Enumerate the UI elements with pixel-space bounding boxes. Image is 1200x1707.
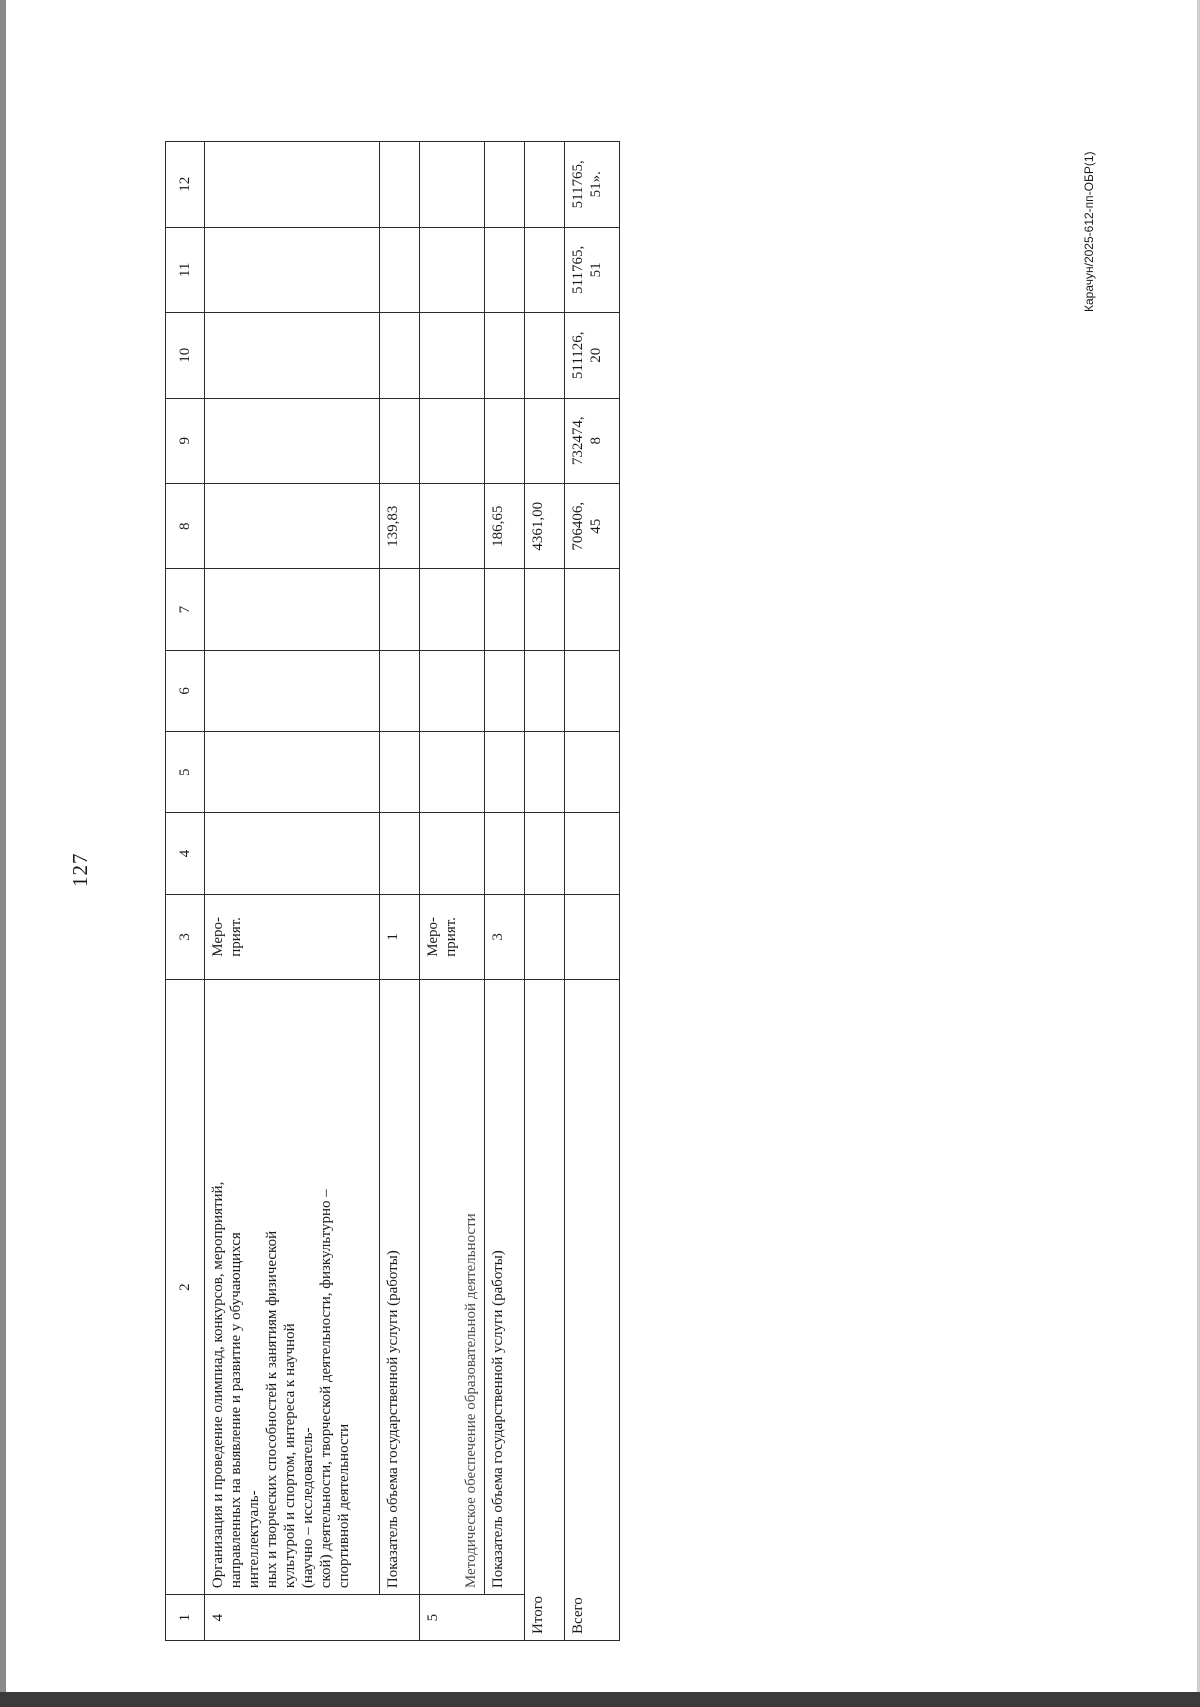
grand-total-value (565, 227, 620, 312)
row-name-line: ных и творческих способностей к занятиям физической (264, 1230, 280, 1589)
row-name-line: спортивной деятельности (336, 1423, 352, 1589)
header-cell: 1 (166, 1595, 205, 1641)
value-part: 8 (588, 437, 604, 445)
table-row-4 (205, 142, 380, 1641)
document-code: Карачун/2025-612-пп-ОБР(1) (1082, 151, 1096, 312)
budget-table (165, 141, 620, 1641)
value-part: 511126, (570, 331, 586, 380)
value-part: 51 (588, 262, 604, 278)
header-cell: 7 (166, 569, 205, 650)
header-cell: 12 (166, 142, 205, 228)
value-part: 511765, (570, 245, 586, 294)
row-name: Показатель объема государственной услуги (работы) (485, 980, 525, 1595)
value-cell: 186,65 (485, 484, 525, 569)
value-part: 732474, (570, 416, 586, 466)
table-row-4-indicator (380, 142, 420, 1641)
row-number: 5 (420, 1595, 525, 1641)
value-part: 20 (588, 347, 604, 363)
header-cell: 8 (166, 484, 205, 569)
row-name: Показатель объема государственной услуги (работы) (380, 980, 420, 1595)
row-name-line: направленных на выявление и развитие у обучающихся (228, 1232, 244, 1589)
value-cell: 1 (380, 894, 420, 979)
grand-total-value (565, 142, 620, 228)
row-name-line: культурой и спортом, интереса к научной (282, 1323, 298, 1589)
unit-cell: Меро- прият. (205, 894, 380, 979)
table-row-5 (420, 142, 485, 1641)
header-cell: 3 (166, 894, 205, 979)
total-label: Итого (525, 980, 565, 1641)
header-cell: 10 (166, 313, 205, 398)
row-name-line: Организация и проведение олимпиад, конкурсов, мероприятий, (210, 1181, 226, 1589)
row-name-line: (научно – исследователь- (300, 1427, 316, 1589)
header-cell: 6 (166, 650, 205, 731)
header-cell: 9 (166, 398, 205, 483)
header-row (166, 142, 205, 1641)
page-number: 127 (68, 852, 92, 887)
grand-total-value (565, 484, 620, 569)
header-cell: 2 (166, 980, 205, 1595)
row-number: 4 (205, 1595, 420, 1641)
grand-total-value (565, 398, 620, 483)
header-cell: 5 (166, 732, 205, 813)
row-name (205, 980, 380, 1595)
value-part: 706406, (570, 501, 586, 551)
row-name-line: интеллектуаль- (246, 1490, 262, 1589)
header-cell: 11 (166, 227, 205, 312)
row-name: Методическое обеспечение образовательной деятельности (420, 980, 485, 1595)
value-part: 45 (588, 518, 604, 534)
value-part: 51». (588, 171, 604, 198)
grand-total-value (565, 313, 620, 398)
value-cell: 139,83 (380, 484, 420, 569)
table-row-itogo (525, 142, 565, 1641)
value-cell: 3 (485, 894, 525, 979)
table-row-vsego (565, 142, 620, 1641)
table-row-5-indicator (485, 142, 525, 1641)
grand-total-label: Всего (565, 980, 620, 1641)
header-cell: 4 (166, 813, 205, 894)
unit-cell: Меро- прият. (420, 894, 485, 979)
row-name-line: ской) деятельности, творческой деятельности, физкультурно – (318, 1189, 334, 1589)
total-value: 4361,00 (525, 484, 565, 569)
value-part: 511765, (570, 160, 586, 209)
